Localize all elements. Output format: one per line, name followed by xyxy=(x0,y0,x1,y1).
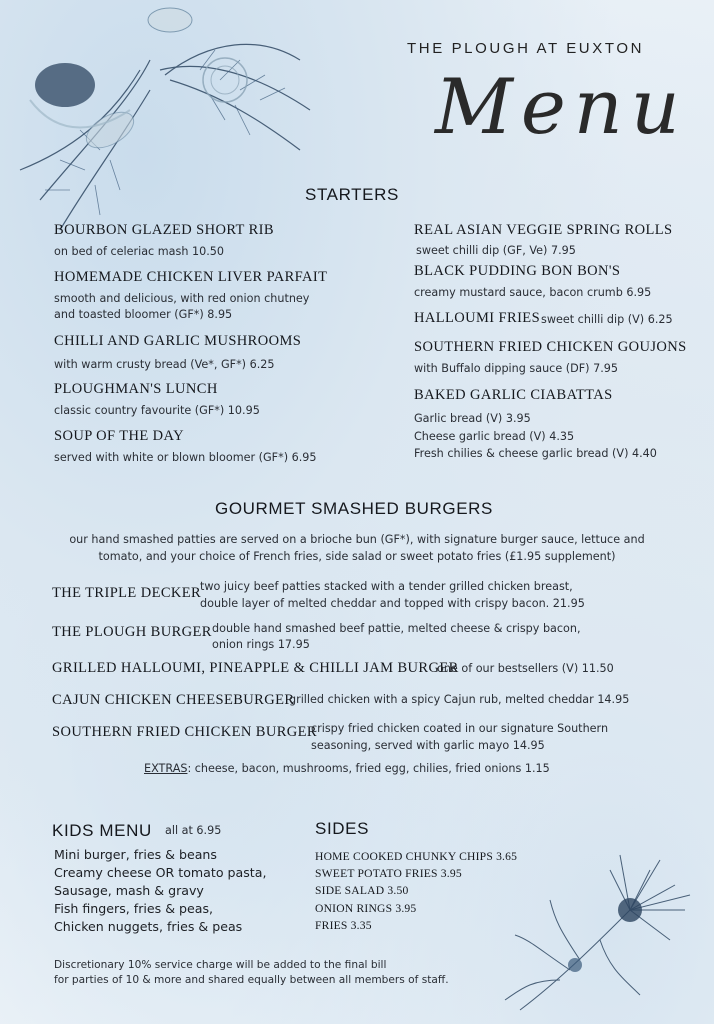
extras-label: EXTRAS xyxy=(144,762,188,775)
starter-title: BOURBON GLAZED SHORT RIB xyxy=(54,222,274,238)
starter-title: HOMEMADE CHICKEN LIVER PARFAIT xyxy=(54,269,328,285)
starter-title: PLOUGHMAN'S LUNCH xyxy=(54,381,218,397)
burger-desc: one of our bestsellers (V) 11.50 xyxy=(437,662,614,675)
kids-item: Chicken nuggets, fries & peas xyxy=(54,919,243,934)
service-charge-note: Discretionary 10% service charge will be added to the final bill xyxy=(54,959,387,971)
burger-title: THE TRIPLE DECKER xyxy=(52,585,202,601)
burger-desc: double hand smashed beef pattie, melted cheese & crispy bacon, xyxy=(212,622,581,635)
burger-title: CAJUN CHICKEN CHEESEBURGER xyxy=(52,692,295,708)
burger-desc: grilled chicken with a spicy Cajun rub, melted cheddar 14.95 xyxy=(289,693,630,706)
starter-title: HALLOUMI FRIES xyxy=(414,310,541,326)
burger-desc: seasoning, served with garlic mayo 14.95 xyxy=(311,739,545,752)
burger-desc: double layer of melted cheddar and topped with crispy bacon. 21.95 xyxy=(200,597,585,610)
starter-title: BAKED GARLIC CIABATTAS xyxy=(414,387,613,403)
starter-desc: classic country favourite (GF*) 10.95 xyxy=(54,404,260,417)
menu-title: Menu xyxy=(435,62,688,151)
side-item: SIDE SALAD 3.50 xyxy=(315,884,409,898)
starter-desc: served with white or blown bloomer (GF*) 6.95 xyxy=(54,451,317,464)
kids-item: Sausage, mash & gravy xyxy=(54,883,204,898)
side-item: FRIES 3.35 xyxy=(315,918,372,932)
starter-title: SOUP OF THE DAY xyxy=(54,428,184,444)
starter-desc: with Buffalo dipping sauce (DF) 7.95 xyxy=(414,362,619,375)
service-charge-note: for parties of 10 & more and shared equally between all members of staff. xyxy=(54,974,449,986)
starter-title: SOUTHERN FRIED CHICKEN GOUJONS xyxy=(414,339,687,355)
kids-item: Creamy cheese OR tomato pasta, xyxy=(54,865,267,880)
sides-list xyxy=(315,848,517,934)
starter-title: CHILLI AND GARLIC MUSHROOMS xyxy=(54,333,302,349)
sides-heading: SIDES xyxy=(315,819,370,838)
burger-title: SOUTHERN FRIED CHICKEN BURGER xyxy=(52,724,317,740)
starter-desc: Fresh chilies & cheese garlic bread (V) 4.40 xyxy=(414,447,657,460)
kids-item: Mini burger, fries & beans xyxy=(54,847,217,862)
burgers-intro: tomato, and your choice of French fries, side salad or sweet potato fries (£1.95 supplement) xyxy=(98,550,616,563)
starter-title: BLACK PUDDING BON BON'S xyxy=(414,263,621,279)
kids-item: Fish fingers, fries & peas, xyxy=(54,901,214,916)
starter-desc: creamy mustard sauce, bacon crumb 6.95 xyxy=(414,286,652,299)
starter-desc: Garlic bread (V) 3.95 xyxy=(414,412,531,425)
extras-line xyxy=(144,760,550,777)
starter-desc: smooth and delicious, with red onion chutney xyxy=(54,292,310,305)
starter-desc: sweet chilli dip (V) 6.25 xyxy=(541,313,673,326)
extras-text: : cheese, bacon, mushrooms, fried egg, chilies, fried onions 1.15 xyxy=(187,762,550,775)
burgers-heading: GOURMET SMASHED BURGERS xyxy=(215,499,493,518)
starter-desc: with warm crusty bread (Ve*, GF*) 6.25 xyxy=(54,358,275,371)
starter-desc: on bed of celeriac mash 10.50 xyxy=(54,245,225,258)
kids-heading: KIDS MENU xyxy=(52,821,152,840)
burger-title: GRILLED HALLOUMI, PINEAPPLE & CHILLI JAM BURGER xyxy=(52,660,459,676)
side-item: HOME COOKED CHUNKY CHIPS 3.65 xyxy=(315,850,518,863)
starter-desc: Cheese garlic bread (V) 4.35 xyxy=(414,430,575,443)
venue-name: THE PLOUGH AT EUXTON xyxy=(407,40,645,57)
burgers-intro: our hand smashed patties are served on a brioche bun (GF*), with signature burger sauce, lettuce and xyxy=(69,533,645,546)
starter-desc: sweet chilli dip (GF, Ve) 7.95 xyxy=(416,244,576,257)
burger-desc: two juicy beef patties stacked with a tender grilled chicken breast, xyxy=(200,580,573,593)
burger-title: THE PLOUGH BURGER xyxy=(52,624,212,640)
burger-desc: onion rings 17.95 xyxy=(212,638,310,651)
burger-desc: crispy fried chicken coated in our signature Southern xyxy=(311,722,609,735)
starter-title: REAL ASIAN VEGGIE SPRING ROLLS xyxy=(414,222,673,238)
kids-price-note: all at 6.95 xyxy=(165,824,222,837)
floral-decoration-top-left xyxy=(0,0,330,240)
thistle-decoration-bottom-right xyxy=(500,830,714,1024)
side-item: ONION RINGS 3.95 xyxy=(315,901,417,915)
kids-list xyxy=(54,846,266,936)
starters-heading: STARTERS xyxy=(305,185,399,204)
side-item: SWEET POTATO FRIES 3.95 xyxy=(315,867,462,881)
starter-desc: and toasted bloomer (GF*) 8.95 xyxy=(54,308,233,321)
